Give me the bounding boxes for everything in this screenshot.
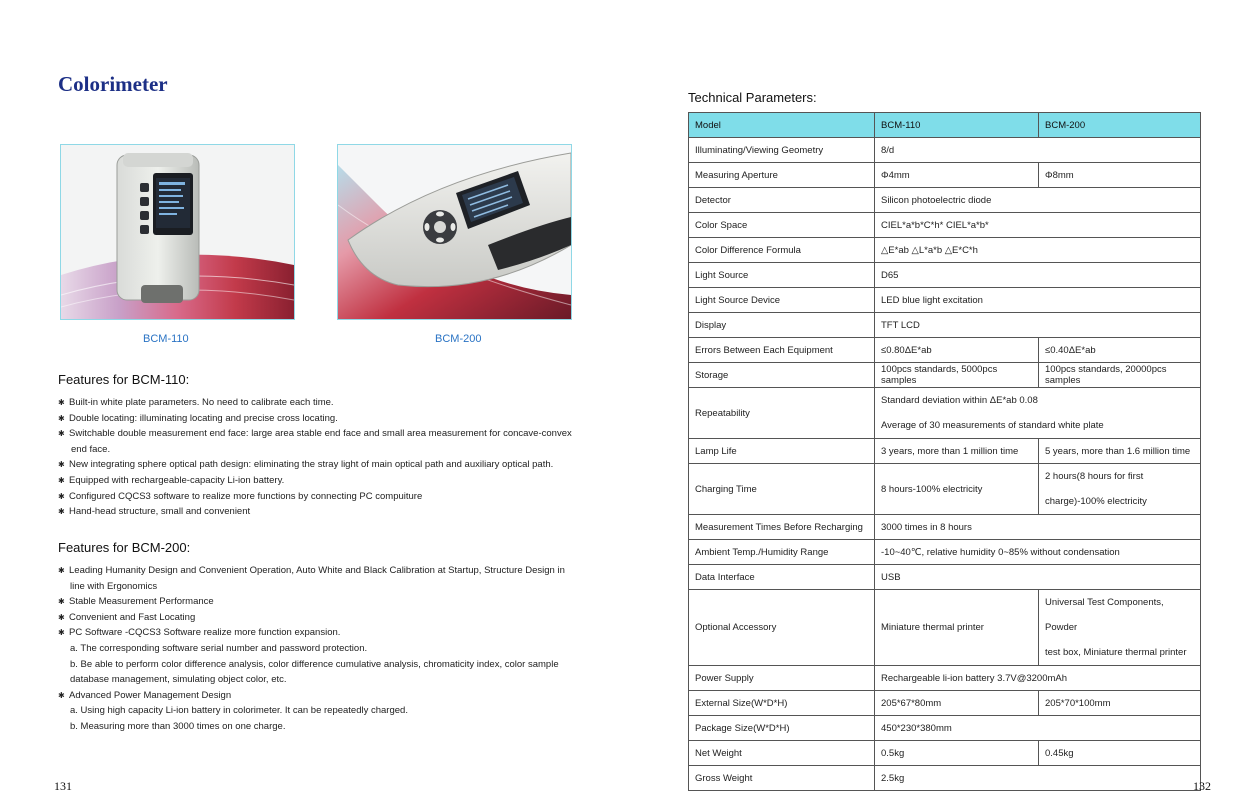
feature-item: ✱ Advanced Power Management Design	[58, 688, 578, 704]
param-value-line: Average of 30 measurements of standard white plate	[881, 420, 1104, 431]
param-name: Optional Accessory	[689, 590, 875, 666]
technical-parameters-heading: Technical Parameters:	[688, 90, 817, 105]
param-name: Power Supply	[689, 666, 875, 691]
table-row	[689, 288, 1201, 313]
feature-subitem: b. Measuring more than 3000 times on one charge.	[70, 720, 286, 732]
feature-item: ✱ Leading Humanity Design and Convenient Operation, Auto White and Black Calibration at Startup, Structure Design in	[58, 563, 578, 579]
param-name: Color Difference Formula	[689, 238, 875, 263]
param-name: Data Interface	[689, 565, 875, 590]
param-value: ≤0.80ΔE*ab	[875, 338, 1039, 363]
param-value: TFT LCD	[875, 313, 1201, 338]
param-value-line: test box, Miniature thermal printer	[1045, 647, 1187, 658]
table-row	[689, 238, 1201, 263]
table-header-row	[689, 113, 1201, 138]
feature-item: ✱ Convenient and Fast Locating	[58, 610, 578, 626]
table-row	[689, 590, 1201, 666]
param-name: Measuring Aperture	[689, 163, 875, 188]
page-title: Colorimeter	[58, 72, 168, 96]
param-value: USB	[875, 565, 1201, 590]
technical-parameters-table	[688, 112, 1201, 791]
table-row	[689, 188, 1201, 213]
param-name: Measurement Times Before Recharging	[689, 515, 875, 540]
feature-item: ✱ Configured CQCS3 software to realize more functions by connecting PC compuiture	[58, 489, 578, 505]
caption-bcm-110: BCM-110	[143, 333, 189, 345]
param-value: Φ4mm	[875, 163, 1039, 188]
header-cell: BCM-110	[875, 113, 1039, 138]
header-cell: Model	[689, 113, 875, 138]
param-value: Φ8mm	[1039, 163, 1201, 188]
param-value: ≤0.40ΔE*ab	[1039, 338, 1201, 363]
param-value: 450*230*380mm	[875, 716, 1201, 741]
feature-subitem-continuation: database management, simulating object color, etc.	[70, 674, 287, 686]
table-row	[689, 666, 1201, 691]
param-value: 205*70*100mm	[1039, 691, 1201, 716]
param-value	[875, 388, 1201, 439]
table-row	[689, 716, 1201, 741]
table-row	[689, 313, 1201, 338]
param-name: Storage	[689, 363, 875, 388]
param-value-line: charge)-100% electricity	[1045, 496, 1147, 507]
param-value	[1039, 464, 1201, 515]
table-row	[689, 163, 1201, 188]
param-value: LED blue light excitation	[875, 288, 1201, 313]
feature-subitem: a. Using high capacity Li-ion battery in colorimeter. It can be repeatedly charged.	[70, 705, 408, 717]
param-value: D65	[875, 263, 1201, 288]
param-value: 3000 times in 8 hours	[875, 515, 1201, 540]
param-value: 8 hours-100% electricity	[875, 464, 1039, 515]
param-value: 100pcs standards, 5000pcs samples	[875, 363, 1039, 388]
param-value: CIEL*a*b*C*h* CIEL*a*b*	[875, 213, 1201, 238]
features-bcm-110-list	[58, 395, 578, 520]
product-photo-bcm-110	[60, 144, 295, 320]
feature-item: ✱ New integrating sphere optical path design: eliminating the stray light of main optical path and auxiliary optical path.	[58, 457, 578, 473]
param-name: Color Space	[689, 213, 875, 238]
param-name: Errors Between Each Equipment	[689, 338, 875, 363]
caption-bcm-200: BCM-200	[435, 333, 482, 345]
param-value: Silicon photoelectric diode	[875, 188, 1201, 213]
param-value: Miniature thermal printer	[875, 590, 1039, 666]
page-number-right: 132	[1193, 779, 1211, 793]
feature-item: ✱ Built-in white plate parameters. No need to calibrate each time.	[58, 395, 578, 411]
param-value: 2.5kg	[875, 766, 1201, 791]
param-value: 3 years, more than 1 million time	[875, 439, 1039, 464]
feature-item-continuation: line with Ergonomics	[70, 580, 158, 592]
param-value: △E*ab △L*a*b △E*C*h	[875, 238, 1201, 263]
colorimeter-bcm-200-image	[338, 145, 571, 319]
features-bcm-110-heading: Features for BCM-110:	[58, 372, 190, 387]
param-name: Net Weight	[689, 741, 875, 766]
product-photo-bcm-200	[337, 144, 572, 320]
feature-item: ✱ Hand-head structure, small and convenient	[58, 504, 578, 520]
table-row	[689, 565, 1201, 590]
table-row	[689, 741, 1201, 766]
param-name: Illuminating/Viewing Geometry	[689, 138, 875, 163]
param-name: Repeatability	[689, 388, 875, 439]
header-cell: BCM-200	[1039, 113, 1201, 138]
table-row	[689, 464, 1201, 515]
param-value: 205*67*80mm	[875, 691, 1039, 716]
feature-item: ✱ PC Software -CQCS3 Software realize more function expansion.	[58, 625, 578, 641]
feature-item: ✱ Double locating: illuminating locating and precise cross locating.	[58, 411, 578, 427]
param-value: 0.5kg	[875, 741, 1039, 766]
feature-item: ✱ Equipped with rechargeable-capacity Li-ion battery.	[58, 473, 578, 489]
param-name: Light Source Device	[689, 288, 875, 313]
param-value: 5 years, more than 1.6 million time	[1039, 439, 1201, 464]
param-value-line: Universal Test Components, Powder	[1045, 597, 1164, 633]
feature-item: ✱ Stable Measurement Performance	[58, 594, 578, 610]
table-row	[689, 138, 1201, 163]
feature-subitem: b. Be able to perform color difference analysis, color difference cumulative analysis, chromaticity index, color sample	[70, 658, 559, 670]
param-name: Lamp Life	[689, 439, 875, 464]
param-name: Charging Time	[689, 464, 875, 515]
feature-item: ✱ Switchable double measurement end face: large area stable end face and small area measurement for concave-convex	[58, 426, 578, 442]
param-value-line: 2 hours(8 hours for first	[1045, 471, 1144, 482]
param-value	[1039, 590, 1201, 666]
table-row	[689, 766, 1201, 791]
param-value: Rechargeable li-ion battery 3.7V@3200mAh	[875, 666, 1201, 691]
table-row	[689, 213, 1201, 238]
param-value: 8/d	[875, 138, 1201, 163]
param-value: -10~40℃, relative humidity 0~85% without condensation	[875, 540, 1201, 565]
table-row	[689, 515, 1201, 540]
param-name: Display	[689, 313, 875, 338]
features-bcm-200-heading: Features for BCM-200:	[58, 540, 191, 555]
table-row	[689, 540, 1201, 565]
table-row	[689, 388, 1201, 439]
feature-subitem: a. The corresponding software serial number and password protection.	[70, 642, 368, 654]
page-number-left: 131	[54, 779, 72, 793]
param-value-line: Standard deviation within ΔE*ab 0.08	[881, 395, 1038, 406]
table-row	[689, 439, 1201, 464]
param-value: 100pcs standards, 20000pcs samples	[1039, 363, 1201, 388]
param-name: Package Size(W*D*H)	[689, 716, 875, 741]
features-bcm-200-list	[58, 563, 578, 735]
table-row	[689, 363, 1201, 388]
table-row	[689, 338, 1201, 363]
param-name: Gross Weight	[689, 766, 875, 791]
param-name: External Size(W*D*H)	[689, 691, 875, 716]
param-value: 0.45kg	[1039, 741, 1201, 766]
colorimeter-bcm-110-image	[61, 145, 294, 319]
table-row	[689, 263, 1201, 288]
feature-item-continuation: end face.	[71, 443, 111, 455]
param-name: Light Source	[689, 263, 875, 288]
param-name: Ambient Temp./Humidity Range	[689, 540, 875, 565]
param-name: Detector	[689, 188, 875, 213]
table-row	[689, 691, 1201, 716]
